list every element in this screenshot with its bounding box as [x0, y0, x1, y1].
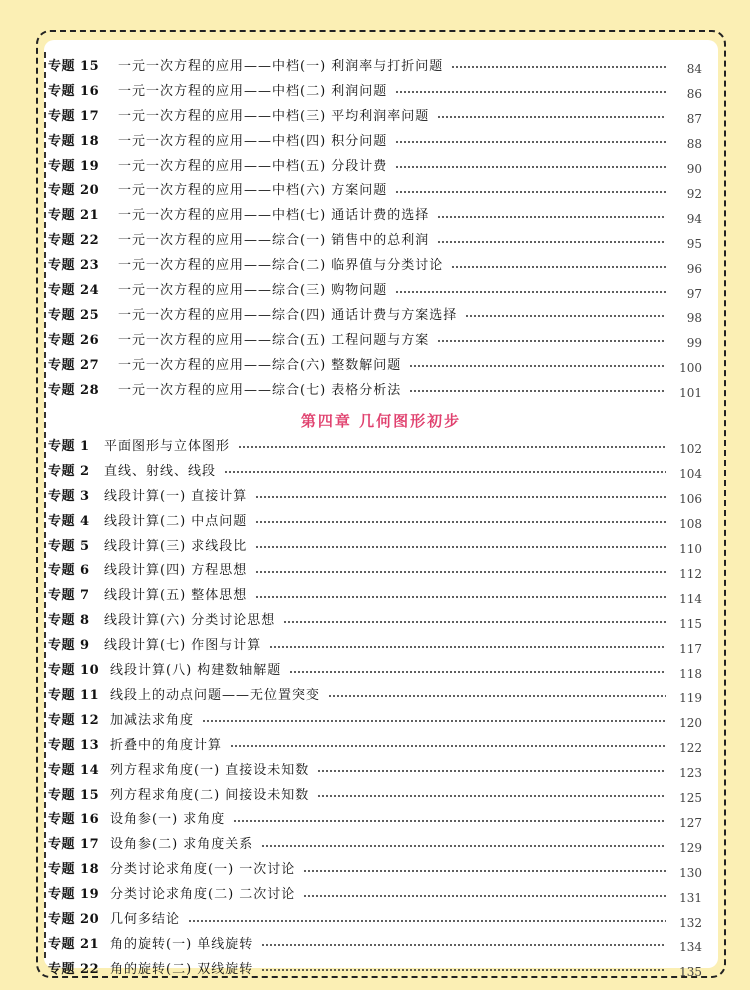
dot-leader	[261, 944, 666, 946]
topic-number: 专题 22	[48, 961, 100, 977]
dot-leader	[395, 291, 666, 293]
toc-entry[interactable]	[44, 783, 718, 808]
topic-title: 线段计算(八) 构建数轴解题	[110, 663, 282, 679]
dot-leader	[317, 795, 666, 797]
page-number: 125	[679, 791, 702, 806]
dot-leader	[395, 191, 666, 193]
page-number: 112	[679, 566, 702, 581]
toc-entry[interactable]	[44, 328, 718, 353]
topic-number: 专题 24	[48, 283, 100, 299]
topic-title: 线段计算(三) 求线段比	[104, 538, 248, 554]
toc-entry[interactable]	[44, 378, 718, 403]
topic-number: 专题 20	[48, 183, 100, 199]
page-number: 88	[686, 137, 702, 152]
topic-title: 列方程求角度(二) 间接设未知数	[110, 787, 310, 803]
topic-number: 专题 17	[48, 108, 100, 124]
topic-title: 一元一次方程的应用——中档(七) 通话计费的选择	[118, 208, 430, 224]
dot-leader	[395, 141, 666, 143]
topic-number: 专题 17	[48, 837, 100, 853]
toc-entry[interactable]	[44, 633, 718, 658]
page-top-band	[0, 0, 750, 28]
topic-number: 专题 19	[48, 887, 100, 903]
toc-entry[interactable]	[44, 129, 718, 154]
page-number: 102	[679, 442, 702, 457]
topic-number: 专题 8	[48, 613, 90, 629]
toc-entry[interactable]	[44, 658, 718, 683]
topic-title: 平面图形与立体图形	[104, 438, 231, 454]
topic-number: 专题 4	[48, 513, 90, 529]
topic-number: 专题 11	[48, 687, 100, 703]
topic-title: 一元一次方程的应用——综合(七) 表格分析法	[118, 382, 402, 398]
toc-entry[interactable]	[44, 484, 718, 509]
topic-number: 专题 6	[48, 563, 90, 579]
topic-title: 角的旋转(一) 单线旋转	[110, 936, 254, 952]
dot-leader	[437, 241, 666, 243]
toc-entry[interactable]	[44, 79, 718, 104]
dot-leader	[303, 870, 666, 872]
page-number: 108	[679, 517, 702, 532]
dot-leader	[437, 216, 666, 218]
topic-title: 一元一次方程的应用——综合(三) 购物问题	[118, 283, 388, 299]
topic-number: 专题 7	[48, 588, 90, 604]
page-number: 130	[679, 865, 702, 880]
topic-title: 列方程求角度(一) 直接设未知数	[110, 762, 310, 778]
topic-number: 专题 21	[48, 936, 100, 952]
toc-entry[interactable]	[44, 583, 718, 608]
dot-leader	[289, 671, 666, 673]
dot-leader	[202, 720, 666, 722]
toc-card	[44, 40, 718, 980]
topic-title: 一元一次方程的应用——综合(一) 销售中的总利润	[118, 233, 430, 249]
dot-leader	[230, 745, 666, 747]
dot-leader	[233, 820, 666, 822]
dot-leader	[465, 315, 666, 317]
toc-entry[interactable]	[44, 857, 718, 882]
toc-entry[interactable]	[44, 683, 718, 708]
page-number: 110	[679, 542, 702, 557]
dot-leader	[188, 920, 666, 922]
page-number: 90	[686, 162, 702, 177]
topic-title: 一元一次方程的应用——中档(五) 分段计费	[118, 158, 388, 174]
dot-leader	[451, 266, 666, 268]
page-number: 115	[679, 616, 702, 631]
dot-leader	[255, 596, 666, 598]
page-number: 101	[679, 386, 702, 401]
toc-entry[interactable]	[44, 534, 718, 559]
toc-entry[interactable]	[44, 253, 718, 278]
topic-number: 专题 5	[48, 538, 90, 554]
page-number: 123	[679, 766, 702, 781]
topic-number: 专题 25	[48, 307, 100, 323]
topic-title: 分类讨论求角度(一) 一次讨论	[110, 862, 296, 878]
toc-entry[interactable]	[44, 808, 718, 833]
dot-leader	[409, 365, 666, 367]
topic-title: 一元一次方程的应用——中档(一) 利润率与打折问题	[118, 58, 444, 74]
topic-number: 专题 15	[48, 787, 100, 803]
topic-title: 线段计算(六) 分类讨论思想	[104, 613, 276, 629]
topic-title: 一元一次方程的应用——综合(四) 通话计费与方案选择	[118, 307, 458, 323]
dot-leader	[269, 646, 666, 648]
page-number: 86	[686, 87, 702, 102]
toc-entry[interactable]	[44, 907, 718, 932]
topic-number: 专题 12	[48, 712, 100, 728]
topic-title: 一元一次方程的应用——综合(六) 整数解问题	[118, 357, 402, 373]
page-number: 117	[679, 641, 702, 656]
page-number: 94	[686, 211, 702, 226]
page-number: 119	[679, 691, 702, 706]
page-number: 114	[679, 591, 702, 606]
topic-number: 专题 26	[48, 332, 100, 348]
topic-title: 线段计算(二) 中点问题	[104, 513, 248, 529]
dot-leader	[255, 546, 666, 548]
chapter-heading: 第四章 几何图形初步	[300, 412, 462, 430]
toc-entry[interactable]	[44, 832, 718, 857]
toc-entry[interactable]	[44, 733, 718, 758]
topic-number: 专题 16	[48, 812, 100, 828]
toc-entry[interactable]	[44, 278, 718, 303]
toc-entry[interactable]	[44, 509, 718, 534]
page-number: 132	[679, 915, 702, 930]
topic-number: 专题 15	[48, 58, 100, 74]
topic-number: 专题 9	[48, 638, 90, 654]
dot-leader	[261, 845, 666, 847]
topic-title: 一元一次方程的应用——综合(二) 临界值与分类讨论	[118, 258, 444, 274]
page-number: 100	[679, 361, 702, 376]
topic-number: 专题 21	[48, 208, 100, 224]
topic-title: 分类讨论求角度(二) 二次讨论	[110, 887, 296, 903]
page-number: 135	[679, 965, 702, 980]
dot-leader	[283, 621, 666, 623]
topic-title: 几何多结论	[110, 912, 181, 928]
topic-title: 设角参(一) 求角度	[110, 812, 226, 828]
toc-entry[interactable]	[44, 459, 718, 484]
dot-leader	[261, 969, 666, 971]
page-number: 104	[679, 467, 702, 482]
toc-entry[interactable]	[44, 957, 718, 982]
dot-leader	[255, 571, 666, 573]
page-number: 120	[679, 716, 702, 731]
page-number: 129	[679, 840, 702, 855]
dot-leader	[255, 496, 666, 498]
topic-title: 线段计算(五) 整体思想	[104, 588, 248, 604]
dot-leader	[451, 66, 666, 68]
toc-entry[interactable]	[44, 179, 718, 204]
toc-entry[interactable]	[44, 104, 718, 129]
topic-number: 专题 1	[48, 438, 90, 454]
dot-leader	[328, 695, 666, 697]
toc-entry[interactable]	[44, 608, 718, 633]
toc-entry[interactable]	[44, 203, 718, 228]
topic-title: 折叠中的角度计算	[110, 737, 223, 753]
topic-title: 设角参(二) 求角度关系	[110, 837, 254, 853]
dot-leader	[317, 770, 666, 772]
topic-number: 专题 2	[48, 463, 90, 479]
toc-entry[interactable]	[44, 932, 718, 957]
dot-leader	[224, 471, 666, 473]
page-number: 118	[679, 666, 702, 681]
topic-number: 专题 18	[48, 862, 100, 878]
toc-entry[interactable]	[44, 434, 718, 459]
topic-number: 专题 19	[48, 158, 100, 174]
page-number: 127	[679, 815, 702, 830]
dot-leader	[437, 340, 666, 342]
page-number: 92	[686, 186, 702, 201]
toc-entry[interactable]	[44, 758, 718, 783]
topic-number: 专题 13	[48, 737, 100, 753]
topic-number: 专题 23	[48, 258, 100, 274]
toc-entry[interactable]	[44, 303, 718, 328]
topic-title: 线段上的动点问题——无位置突变	[110, 687, 321, 703]
topic-number: 专题 14	[48, 762, 100, 778]
page-number: 84	[686, 62, 702, 77]
topic-title: 线段计算(一) 直接计算	[104, 488, 248, 504]
page-number: 98	[686, 311, 702, 326]
toc-entry[interactable]	[44, 559, 718, 584]
page-number: 99	[686, 336, 702, 351]
topic-number: 专题 27	[48, 357, 100, 373]
topic-number: 专题 22	[48, 233, 100, 249]
page-number: 95	[686, 236, 702, 251]
dot-leader	[238, 446, 666, 448]
toc-entry[interactable]	[44, 708, 718, 733]
page-number: 87	[686, 112, 702, 127]
topic-number: 专题 16	[48, 83, 100, 99]
topic-title: 一元一次方程的应用——中档(四) 积分问题	[118, 133, 388, 149]
topic-number: 专题 18	[48, 133, 100, 149]
topic-title: 一元一次方程的应用——中档(六) 方案问题	[118, 183, 388, 199]
dot-leader	[255, 521, 666, 523]
dot-leader	[395, 91, 666, 93]
topic-title: 直线、射线、线段	[104, 463, 217, 479]
topic-number: 专题 20	[48, 912, 100, 928]
topic-title: 线段计算(四) 方程思想	[104, 563, 248, 579]
dot-leader	[303, 895, 666, 897]
dot-leader	[409, 390, 666, 392]
toc-entry[interactable]	[44, 228, 718, 253]
topic-title: 一元一次方程的应用——中档(二) 利润问题	[118, 83, 388, 99]
dot-leader	[437, 116, 666, 118]
topic-number: 专题 28	[48, 382, 100, 398]
page-number: 131	[679, 890, 702, 905]
dot-leader	[395, 166, 666, 168]
toc-entry[interactable]	[44, 154, 718, 179]
topic-title: 线段计算(七) 作图与计算	[104, 638, 262, 654]
page-number: 134	[679, 940, 702, 955]
page-number: 122	[679, 741, 702, 756]
toc-entry[interactable]	[44, 54, 718, 79]
topic-title: 加减法求角度	[110, 712, 195, 728]
topic-number: 专题 3	[48, 488, 90, 504]
topic-title: 一元一次方程的应用——中档(三) 平均利润率问题	[118, 108, 430, 124]
page-number: 96	[686, 261, 702, 276]
topic-title: 一元一次方程的应用——综合(五) 工程问题与方案	[118, 332, 430, 348]
topic-number: 专题 10	[48, 663, 100, 679]
toc-entry[interactable]	[44, 353, 718, 378]
topic-title: 角的旋转(二) 双线旋转	[110, 961, 254, 977]
page-number: 106	[679, 492, 702, 507]
page-number: 97	[686, 286, 702, 301]
toc-entry[interactable]	[44, 882, 718, 907]
